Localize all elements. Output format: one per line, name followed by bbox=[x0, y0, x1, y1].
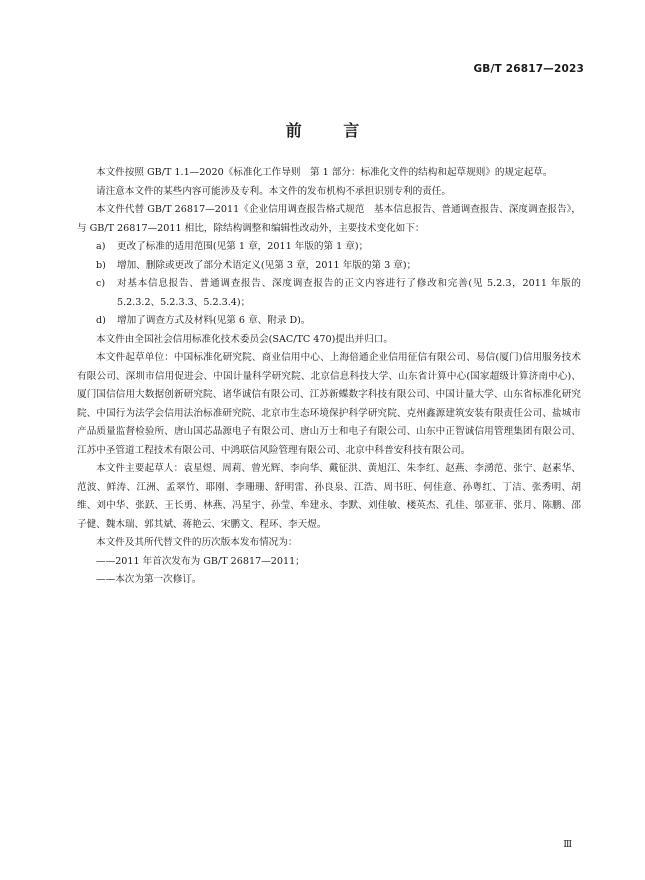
list-item bbox=[77, 312, 581, 331]
history-item: ——本次为第一次修订。 bbox=[96, 574, 202, 585]
paragraph-proposer: 本文件由全国社会信用标准化技术委员会(SAC/TC 470)提出并归口。 bbox=[96, 333, 393, 345]
page-number: Ⅲ bbox=[563, 840, 572, 850]
history-item: ——2011 年首次发布为 GB/T 26817—2011； bbox=[96, 555, 305, 567]
list-item-text: 增加了调查方式及材料(见第 6 章、附录 D)。 bbox=[117, 315, 311, 326]
foreword-body bbox=[77, 164, 581, 590]
list-item-text: 更改了标准的适用范围(见第 1 章，2011 年版的第 1 章)； bbox=[117, 241, 369, 252]
paragraph-drafting-rules: 本文件按照 GB/T 1.1—2020《标准化工作导则 第 1 部分：标准化文件的结构和起草规则》的规定起草。 bbox=[96, 167, 553, 178]
paragraph-drafters: 本文件主要起草人：袁星煜、周莉、曾光辉、李向华、戴征洪、黄旭江、朱李红、赵燕、李湧范、张宁、赵素华、范波、鲜涛、江洲、孟翠竹、耶刚、李珊珊、舒明雷、孙良泉、江浩、周书旺、何佳意、孙粤红、丁洁、张秀明、胡维、刘中华、张跃、王长勇、林燕、冯星宇、孙莹、牟建永、李默、刘佳敏、楼英杰、孔佳、邬亚菲、张月、陈鹏、邵子健、魏木瑞、郭其斌、蒋艳云、宋鹏文、程环、李天煜。 bbox=[77, 463, 581, 530]
section-title: 前 言 bbox=[285, 121, 378, 140]
list-item bbox=[77, 257, 581, 276]
history-list bbox=[77, 553, 581, 590]
list-marker: c) bbox=[96, 278, 106, 289]
list-item bbox=[77, 275, 581, 312]
list-marker: a) bbox=[96, 241, 106, 252]
list-marker: d) bbox=[96, 315, 106, 326]
list-item-text: 对基本信息报告、普通调查报告、深度调查报告的正文内容进行了修改和完善(见 5.2.3，2011 年版的 5.2.3.2、5.2.3.3、5.2.3.4)； bbox=[117, 278, 581, 308]
standard-number: GB/T 26817—2023 bbox=[473, 63, 584, 75]
paragraph-drafting-units: 本文件起草单位：中国标准化研究院、商业信用中心、上海倍通企业信用征信有限公司、易信(厦门)信用服务技术有限公司、深圳市信用促进会、中国计量科学研究院、北京信息科技大学、山东省计算中心(国家超级计算济南中心)、厦门国信信用大数据创新研究院、诸华诚信有限公司、江苏新蝶数字科技有限公司、中国计量大学、山东省标准化研究院、中国行为法学会信用法治标准研究院、北京市生态环境保护科学研究院、克州鑫源建筑安装有限责任公司、盐城市产品质量监督检验所、唐山国芯晶源电子有限公司、唐山万士和电子有限公司、山东中正智诚信用管理集团有限公司、江苏中圣管道工程技术有限公司、中鸿联信风险管理有限公司、北京中科普安科技有限公司。 bbox=[77, 352, 581, 456]
list-marker: b) bbox=[96, 259, 106, 271]
paragraph-history-intro: 本文件及其所代替文件的历次版本发布情况为： bbox=[96, 537, 298, 548]
paragraph-patent-notice: 请注意本文件的某些内容可能涉及专利。本文件的发布机构不承担识别专利的责任。 bbox=[96, 185, 451, 197]
paragraph-replaces: 本文件代替 GB/T 26817—2011《企业信用调查报告格式规范 基本信息报告、普通调查报告、深度调查报告》，与 GB/T 26817—2011 相比，除结构调整和编辑性改动外，主要技术变化如下： bbox=[77, 204, 581, 234]
list-item bbox=[77, 238, 581, 257]
list-item-text: 增加、删除或更改了部分术语定义(见第 3 章，2011 年版的第 3 章)； bbox=[117, 259, 417, 271]
changes-list bbox=[77, 238, 581, 331]
